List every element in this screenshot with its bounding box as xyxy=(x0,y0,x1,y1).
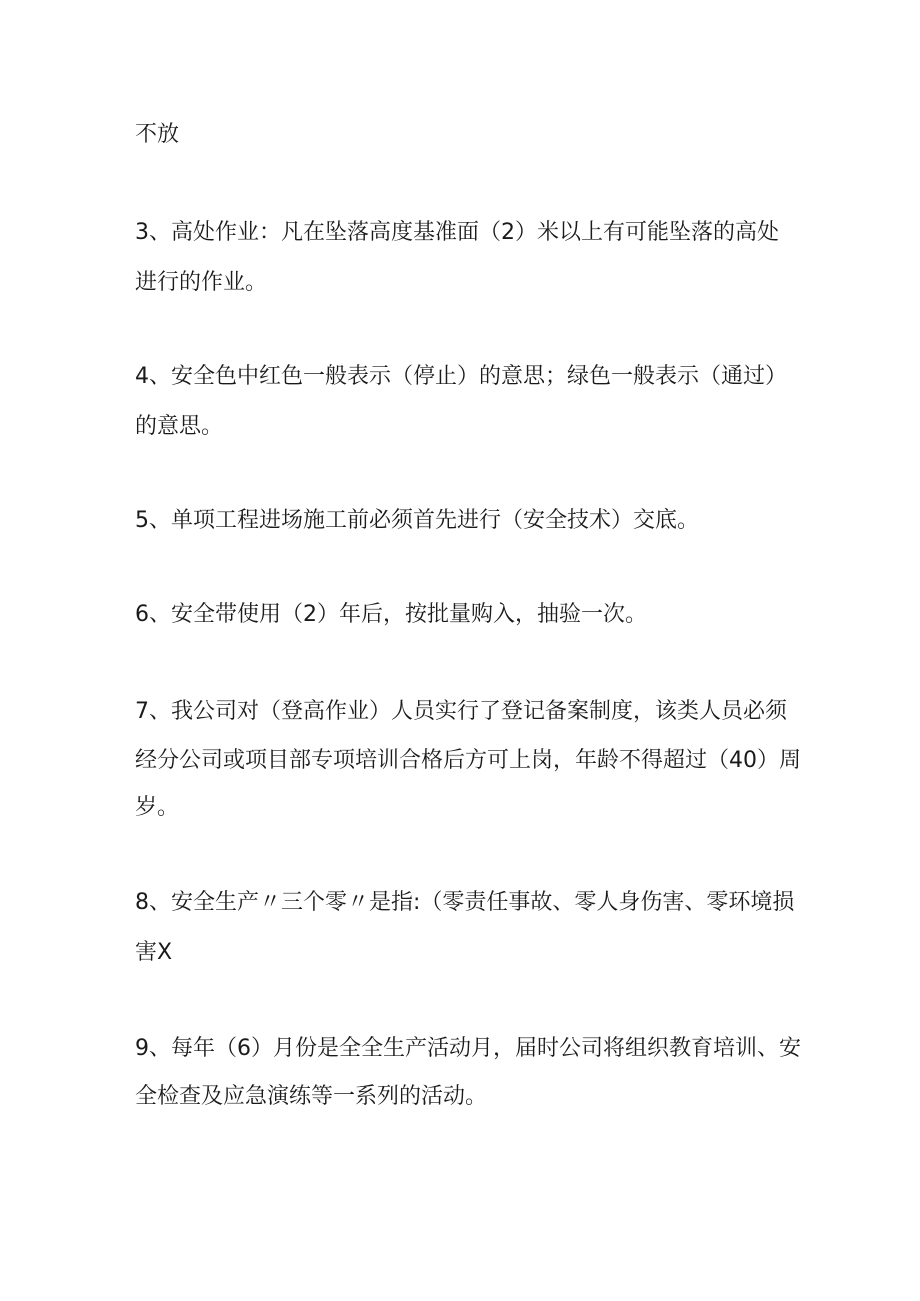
item-9-line-2: 全检查及应急演练等一系列的活动。 xyxy=(135,1084,488,1109)
item-3-line-1: 3、高处作业：凡在坠落高度基准面（2）米以上有可能坠落的高处 xyxy=(135,220,779,245)
item-7-line-3: 岁。 xyxy=(135,795,180,820)
item-8-line-1: 8、安全生产〃三个零〃是指:（零责任事故、零人身伤害、零环境损 xyxy=(135,890,795,915)
item-7-line-1: 7、我公司对（登高作业）人员实行了登记备案制度，该类人员必须 xyxy=(135,699,787,724)
item-3-line-2: 进行的作业。 xyxy=(135,270,268,295)
item-9-line-1: 9、每年（6）月份是全全生产活动月，届时公司将组织教育培训、安 xyxy=(135,1036,801,1061)
item-8-line-2: 害X xyxy=(135,940,173,965)
item-6-line-1: 6、安全带使用（2）年后，按批量购入，抽验一次。 xyxy=(135,602,647,627)
item-7-line-2: 经分公司或项目部专项培训合格后方可上岗，年龄不得超过（40）周 xyxy=(135,748,801,773)
item-4-line-2: 的意思。 xyxy=(135,414,224,439)
item-5-line-1: 5、单项工程进场施工前必须首先进行（安全技术）交底。 xyxy=(135,508,699,533)
item-4-line-1: 4、安全色中红色一般表示（停止）的意思；绿色一般表示（通过） xyxy=(135,364,787,389)
continuation-line: 不放 xyxy=(135,122,180,147)
